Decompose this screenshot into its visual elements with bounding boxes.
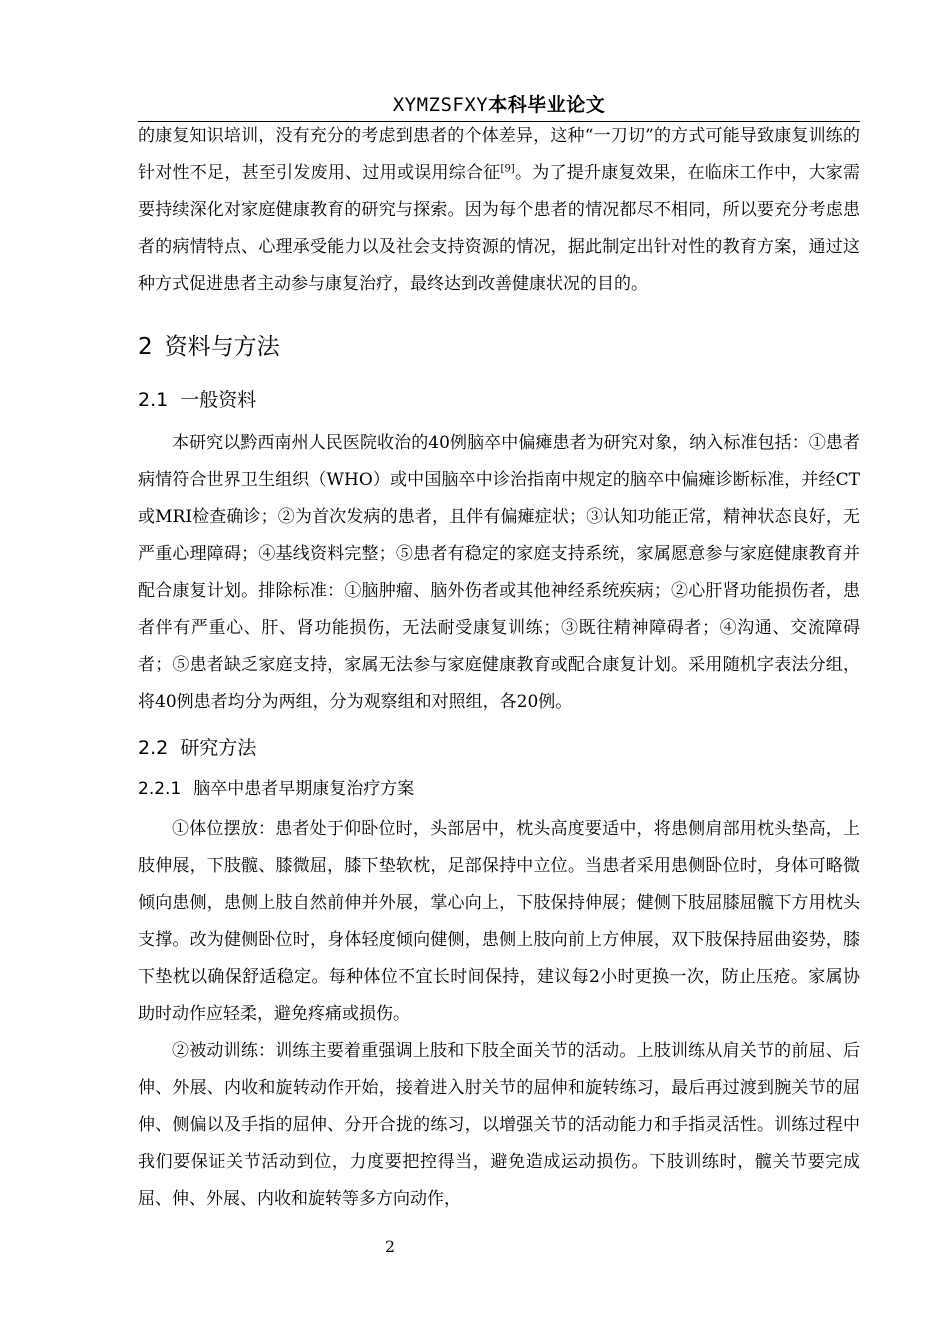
body-text — [138, 118, 860, 1218]
header-chinese-text: 本科毕业论文 — [488, 94, 606, 116]
section-title: 资料与方法 — [164, 334, 280, 360]
paragraph-text: 的康复知识培训，没有充分的考虑到患者的个体差异，这种“一刀切”的方式可能导致康复训练的针对性不足，甚至引发废用、过用或误用综合征 — [138, 126, 860, 183]
section-title: 脑卒中患者早期康复治疗方案 — [193, 779, 415, 799]
paragraph-continued — [138, 118, 860, 303]
running-header — [138, 90, 860, 117]
section-heading-2-2 — [138, 731, 860, 765]
section-number: 2 — [138, 334, 153, 360]
header-latin-text: XYMZSFXY — [392, 94, 489, 116]
section-heading-2 — [138, 329, 860, 365]
section-title: 一般资料 — [180, 389, 257, 411]
paragraph-passive-training: ②被动训练：训练主要着重强调上肢和下肢全面关节的活动。上肢训练从肩关节的前屈、后伸、外展、内收和旋转动作开始，接着进入肘关节的屈伸和旋转练习，最后再过渡到腕关节的屈伸、侧偏以及手指的屈伸、分开合拢的练习，以增强关节的活动能力和手指灵活性。训练过程中我们要保证关节活动到位，力度要把控得当，避免造成运动损伤。下肢训练时，髋关节要完成屈、伸、外展、内收和旋转等多方向动作， — [138, 1041, 860, 1209]
section-heading-2-1 — [138, 383, 860, 417]
page-number: 2 — [384, 1237, 396, 1256]
section-number: 2.2.1 — [138, 779, 182, 799]
citation-ref: [9] — [500, 163, 515, 175]
paragraph-positioning: ①体位摆放：患者处于仰卧位时，头部居中，枕头高度要适中，将患侧肩部用枕头垫高，上肢伸展，下肢髋、膝微屈，膝下垫软枕，足部保持中立位。当患者采用患侧卧位时，身体可略微倾向患侧，患侧上肢自然前伸并外展，掌心向上，下肢保持伸展；健侧下肢屈膝屈髋下方用枕头支撑。改为健侧卧位时，身体轻度倾向健侧，患侧上肢向前上方伸展，双下肢保持屈曲姿势，膝下垫枕以确保舒适稳定。每种体位不宜长时间保持，建议每2小时更换一次，防止压疮。家属协助时动作应轻柔，避免疼痛或损伤。 — [138, 819, 860, 1024]
paragraph-text: 。为了提升康复效果，在临床工作中，大家需要持续深化对家庭健康教育的研究与探索。因为每个患者的情况都尽不相同，所以要充分考虑患者的病情特点、心理承受能力以及社会支持资源的情况，据此制定出针对性的教育方案，通过这种方式促进患者主动参与康复治疗，最终达到改善健康状况的目的。 — [138, 163, 860, 294]
section-heading-2-2-1 — [138, 773, 860, 805]
paragraph-general-data: 本研究以黔西南州人民医院收治的40例脑卒中偏瘫患者为研究对象，纳入标准包括：①患者病情符合世界卫生组织（WHO）或中国脑卒中诊治指南中规定的脑卒中偏瘫诊断标准，并经CT或MRI检查确诊；②为首次发病的患者，且伴有偏瘫症状；③认知功能正常，精神状态良好，无严重心理障碍；④基线资料完整；⑤患者有稳定的家庭支持系统，家属愿意参与家庭健康教育并配合康复计划。排除标准：①脑肿瘤、脑外伤者或其他神经系统疾病；②心肝肾功能损伤者，患者伴有严重心、肝、肾功能损伤，无法耐受康复训练；③既往精神障碍者；④沟通、交流障碍者；⑤患者缺乏家庭支持，家属无法参与家庭健康教育或配合康复计划。采用随机字表法分组，将40例患者均分为两组，分为观察组和对照组，各20例。 — [138, 433, 860, 712]
section-number: 2.2 — [138, 737, 169, 759]
section-title: 研究方法 — [180, 737, 257, 759]
section-number: 2.1 — [138, 389, 169, 411]
